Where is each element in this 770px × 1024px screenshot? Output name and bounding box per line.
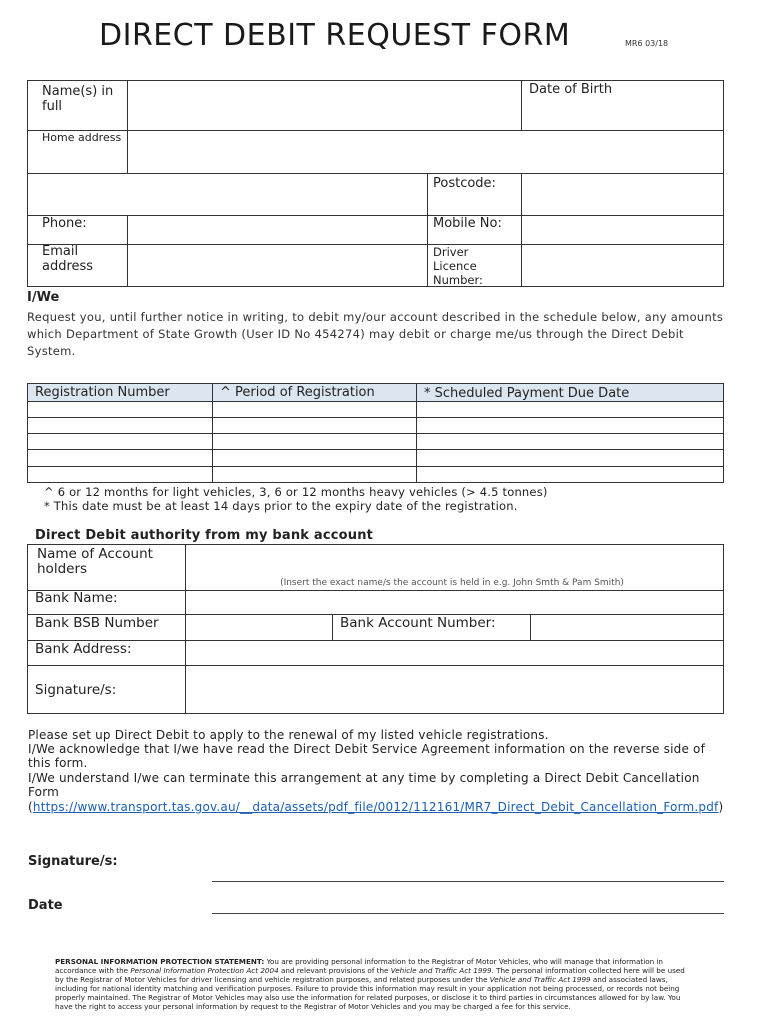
cancellation-link-line: (https://www.transport.tas.gov.au/__data/assets/pdf_file/0012/112161/MR7_Direct_Debit_Cancellation_Form.pdf)	[28, 800, 724, 814]
home-address-field[interactable]	[129, 132, 722, 172]
licence-field[interactable]	[523, 246, 722, 285]
mobile-label: Mobile No:	[433, 216, 502, 231]
form-title: DIRECT DEBIT REQUEST FORM	[99, 18, 571, 53]
home-address-label: Home address	[42, 131, 122, 144]
registration-number-cell[interactable]	[28, 402, 212, 417]
account-holders-field[interactable]	[187, 546, 722, 576]
account-number-label: Bank Account Number:	[340, 615, 496, 631]
ack-line-1: Please set up Direct Debit to apply to the renewal of my listed vehicle registrations.	[28, 728, 549, 742]
request-text: Request you, until further notice in writing, to debit my/our account described in the schedule below, any amounts which Department of State Growth (User ID No 454274) may debit or charge me/us through the Direct Debit System.	[27, 310, 724, 358]
registration-number-cell[interactable]	[28, 434, 212, 449]
privacy-statement: PERSONAL INFORMATION PROTECTION STATEMENT: You are providing personal information to the Registrar of Motor Vehicles, who will manage that information in accordance with the Personal Information Protection Act 2004 and relevant provisions of the Vehicle and Traffic Act 1999. The personal information collected here will be used by the Registrar of Motor Vehicles for driver licensing and vehicle registration purposes, and related purposes under the Vehicle and Traffic Act 1999 and associated laws, including for national identity matching and verification purposes. Failure to provide this information may result in your application not being processed, or records not being properly maintained. The Registrar of Motor Vehicles may also use the information for related purposes, or disclose it to third parties in circumstances allowed for by law. You have the right to access your personal information by request to the Registrar of Motor Vehicles and you may be charged a fee for this service.	[55, 957, 685, 1011]
email-label: Email address	[42, 244, 94, 274]
postcode-label: Postcode:	[433, 176, 496, 191]
mobile-field[interactable]	[523, 217, 722, 243]
dob-label: Date of Birth	[529, 82, 613, 97]
names-field[interactable]	[129, 82, 519, 129]
licence-label: Driver Licence Number:	[433, 245, 483, 287]
bank-address-field[interactable]	[187, 642, 722, 664]
account-holders-label: Name of Account holders	[37, 546, 153, 577]
bank-authority-heading: Direct Debit authority from my bank account	[35, 528, 374, 543]
bank-name-field[interactable]	[187, 592, 722, 613]
signature-line[interactable]	[212, 881, 724, 882]
period-header: ^ Period of Registration	[220, 385, 375, 400]
bsb-label: Bank BSB Number	[35, 615, 159, 631]
bsb-field[interactable]	[187, 616, 331, 639]
bank-address-label: Bank Address:	[35, 641, 132, 657]
phone-field[interactable]	[129, 217, 425, 243]
postcode-field[interactable]	[523, 175, 722, 214]
email-field[interactable]	[129, 246, 425, 285]
ack-line-3: I/We understand I/we can terminate this arrangement at any time by completing a Direct Debit Cancellation Form	[28, 771, 700, 799]
form-code: MR6 03/18	[625, 39, 669, 48]
iwe-heading: I/We	[27, 290, 60, 305]
account-number-field[interactable]	[532, 616, 722, 639]
date-label: Date	[28, 898, 63, 913]
bank-signature-field[interactable]	[187, 667, 722, 713]
period-note: ^ 6 or 12 months for light vehicles, 3, 6 or 12 months heavy vehicles (> 4.5 tonnes)	[44, 485, 548, 499]
due-date-note: * This date must be at least 14 days prior to the expiry date of the registration.	[44, 499, 518, 513]
registration-number-cell[interactable]	[28, 450, 212, 466]
registration-number-cell[interactable]	[28, 467, 212, 482]
cancellation-form-link[interactable]: https://www.transport.tas.gov.au/__data/assets/pdf_file/0012/112161/MR7_Direct_Debit_Cancellation_Form.pdf	[32, 800, 719, 814]
phone-label: Phone:	[42, 216, 87, 231]
signature-label: Signature/s:	[28, 854, 118, 869]
bank-signature-label: Signature/s:	[35, 682, 117, 698]
address-line-field[interactable]	[29, 175, 425, 214]
date-line[interactable]	[212, 913, 724, 914]
bank-name-label: Bank Name:	[35, 590, 118, 606]
ack-line-2: I/We acknowledge that I/we have read the Direct Debit Service Agreement information on the reverse side of this form.	[28, 742, 706, 770]
account-holders-hint: (Insert the exact name/s the account is held in e.g. John Smth & Pam Smith)	[280, 578, 624, 588]
due-date-header: * Scheduled Payment Due Date	[424, 386, 630, 401]
registration-number-header: Registration Number	[35, 385, 170, 400]
registration-number-cell[interactable]	[28, 418, 212, 433]
dob-field[interactable]	[523, 98, 722, 129]
names-label: Name(s) in full	[42, 84, 114, 114]
